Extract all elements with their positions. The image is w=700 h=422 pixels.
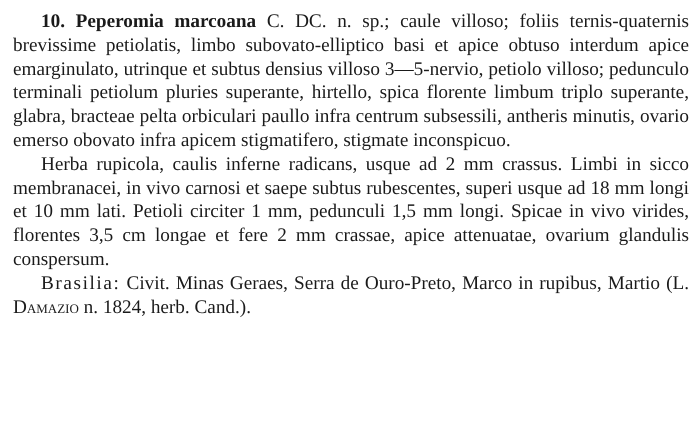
collector-name: Damazio [13,296,79,318]
locality-reference: n. 1824, herb. Cand.). [83,296,251,318]
species-name: Peperomia marcoana [75,11,257,32]
species-author: C. DC. n. sp.; [266,11,390,32]
entry-number: 10. [41,11,65,32]
description-paragraph: Herba rupicola, caulis inferne radicans, usque ad 2 mm crassus. Limbi in sicco membranacei, in vivo carnosi et saepe subtus rubescentes, superi usque ad 18 mm longi et 10 mm lati. Petioli circiter 1 mm, pedunculi 1,5 mm longi. Spicae in vivo virides, florentes 3,5 cm longae et fere 2 mm crassae, apice attenuatae, ovarium glandulis conspersum. [13,153,689,270]
locality-paragraph [13,272,689,320]
species-entry [13,10,689,153]
species-diagnosis: caule villoso; foliis ternis-quaternis brevissime petiolatis, limbo subovato-elliptico basi et apice obtuso interdum apice emarginulato, utrinque et subtus densius villoso 3—5-nervio, petiolo villoso; pedunculo terminali petiolum pluries superante, hirtello, spica florente limbum triplo superante, glabra, bracteae pelta orbiculari paullo infra centrum subsessili, antheris minutis, ovario emerso obovato infra apicem stigmatifero, stigmate inconspicuo. [13,11,689,151]
document-page [13,10,689,319]
locality-text: Civit. Minas Geraes, Serra de Ouro-Preto, Marco in rupibus, Martio (L. [126,272,689,294]
locality-country: Brasilia: [41,272,121,294]
